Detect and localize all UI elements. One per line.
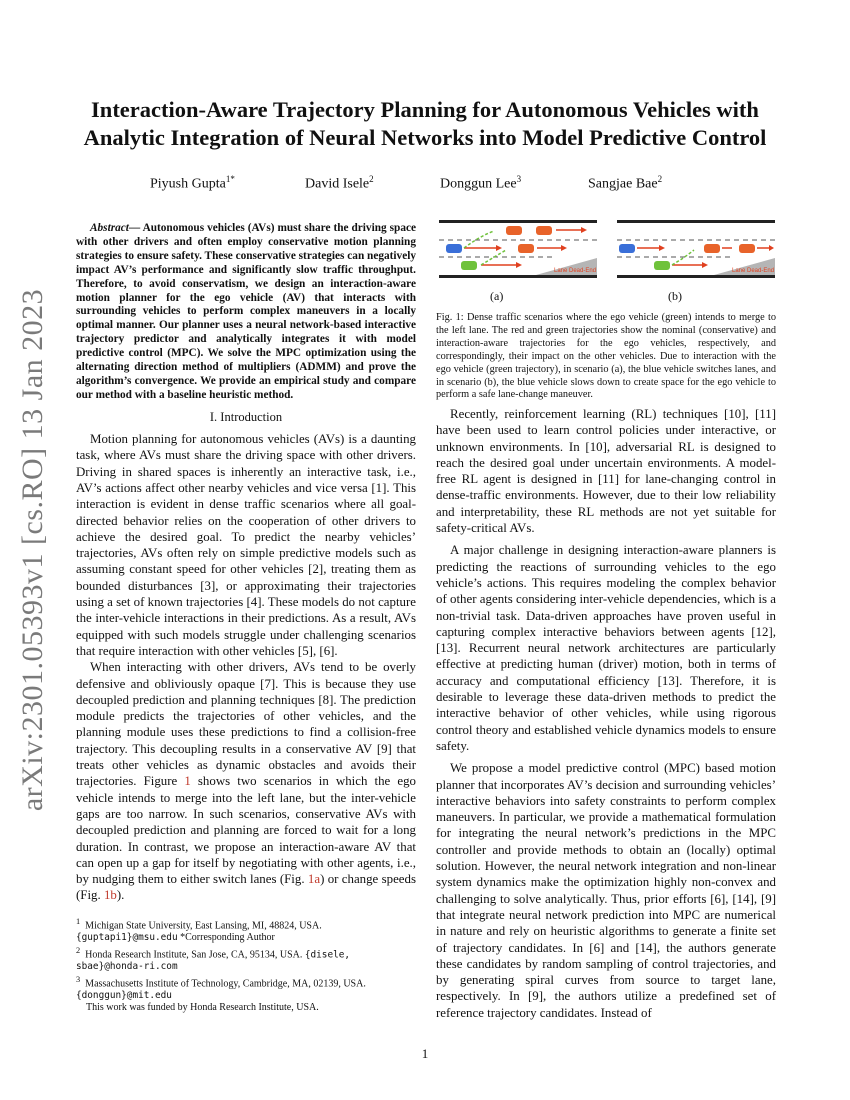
footnote-3: $^3$ Massachusetts Institute of Technology, Cambridge, MA, 02139, USA. {donggun}@mit.edu — [76, 974, 366, 1002]
abstract-text: — Autonomous vehicles (AVs) must share the driving space with other drivers and often employ conservative motion planning strategies to ensure safety. These conservative strategies can negatively impact AV’s performance and significantly slow traffic throughput. Therefore, to avoid conservatism, we design an interaction-aware motion planner for the ego vehicle (AV) that interacts with surrounding vehicles to perform complex maneuvers in a locally optimal manner. Our planner uses a neural network-based interactive trajectory predictor and analytically integrates it with model predictive control (MPC). We solve the MPC optimization using the alternating direction method of multipliers (ADMM) and prove the algorithm’s convergence. We provide an empirical study and compare our method with a baseline heuristic method. — [76, 222, 416, 401]
title-line-2: Analytic Integration of Neural Networks into Model Predictive Control — [83, 125, 767, 150]
intro-paragraph-2: When interacting with other drivers, AVs tend to be overly defensive and obliviously opaque [7]. This is because they use decoupled prediction and planning techniques [8]. The prediction module predicts the trajectories of other vehicles, and the planning module uses these predictions to find a collision-free trajectory. This decoupling results in a conservative AV [9] that treats other vehicles as dynamic obstacles and avoids their trajectories. Figure 1 shows two scenarios in which the ego vehicle intends to merge into the left lane, but the inter-vehicle gaps are too narrow. In such scenarios, conservative AVs with decoupled prediction and planning are forced to wait for a long duration. In contrast, we propose an interaction-aware AV that can open up a gap for itself by negotiating with other agents, i.e., by nudging them to either switch lanes (Fig. 1a) or change speeds (Fig. 1b). — [76, 660, 416, 903]
figure-1-caption — [436, 312, 776, 402]
abstract-label: Abstract — [90, 222, 129, 234]
right-paragraph-3: We propose a model predictive control (MPC) based motion planner that incorporates AV’s decision and surrounding vehicles’ interactive behaviors into safety constraints to perform complex maneuvers. In particular, we provide a mathematical formulation for integrating the neural network’s predictions in the MPC controller and provide methods to obtain an (locally) optimal solution. However, the neural network integration and non-linear system dynamics make the optimization highly non-convex and challenging to solve analytically. Thus, prior efforts [6], [14], [9] that integrate neural network prediction into MPC are numerical in nature and rely on heuristic algorithms to generate a finite set of trajectory candidates. In [6] and [14], the authors generate these candidates by random sampling of control trajectories, and by generating spiral curves from source to target lane, respectively. In [9], the authors utilize a predefined set of reference trajectory candidates. Instead of — [436, 761, 776, 1020]
right-paragraph-2: A major challenge in designing interaction-aware planners is predicting the reactions of surrounding vehicles to the ego vehicle’s actions. This requires modeling the complex behavior of other agents considering inter-vehicle dependencies, which is a non-trivial task. Data-driven approaches have proven useful in capturing complex interactive behaviors between agents [12], [13]. Recurrent neural network architectures are particularly effective at predicting human (driver) motion, both in terms of accuracy and computational efficiency [13]. Therefore, it is desirable to leverage these data-driven methods to predict the interactive behavior of other vehicles, while using rigorous control theory and established vehicle dynamics models to ensure safety. — [436, 543, 776, 753]
footnotes — [76, 916, 416, 1015]
intro-paragraph-1: Motion planning for autonomous vehicles (AVs) is a daunting task, where AVs must share the driving space with other drivers. Driving in shared spaces is inherently an interactive task, i.e., AV’s actions affect other nearby vehicles and vice versa [1]. This interaction is evident in dense traffic scenarios where all goal-directed behavior relies on the cooperation of other drivers to achieve the desired goal. To predict the nearby vehicles’ trajectories, AVs often rely on simple predictive models such as assuming constant speed for other vehicles [2], treating them as bounded disturbances [3], or approximating their trajectories using a set of known trajectories [4]. These models do not capture the inter-vehicle interactions in their predictions. As a result, AVs equipped with such models struggle under challenging scenarios that require interaction with other vehicles [5], [6]. — [76, 432, 416, 658]
right-paragraph-1: Recently, reinforcement learning (RL) techniques [10], [11] have been used to learn control policies under interactive, or unknown environments. In [10], adversarial RL is designed to reach the desired goal under uncertain environments. A model-free RL agent is designed in [11] for lane-changing control in dense-traffic environments. However, due to their low reliability and interpretability, these RL methods are not yet suitable for safety-critical AVs. — [436, 407, 776, 536]
title-line-1: Interaction-Aware Trajectory Planning for Autonomous Vehicles with — [91, 97, 759, 122]
lane-dead-end-label-b: Lane Dead-End — [732, 268, 775, 274]
figure-1b-link[interactable]: 1b — [103, 888, 117, 903]
figure-1-scenes — [436, 218, 776, 298]
email-mit[interactable]: {donggun}@mit.edu — [76, 990, 172, 1002]
scene-a — [439, 220, 597, 278]
abstract — [76, 222, 416, 403]
subfigure-a-label: (a) — [490, 289, 504, 303]
blue-car-icon — [619, 244, 635, 253]
figure-1 — [436, 218, 776, 401]
paper-title — [70, 96, 780, 152]
author-3: Donggun Lee$^3$ — [440, 174, 522, 192]
email-msu[interactable]: {guptapi1}@msu.edu — [76, 932, 178, 944]
figure-1a-link[interactable]: 1a — [307, 872, 321, 887]
author-2: David Isele$^2$ — [305, 174, 374, 192]
red-car-icon — [506, 226, 522, 235]
red-car-icon — [518, 244, 534, 253]
caption-label: Fig. 1: — [436, 312, 464, 323]
funding-note: This work was funded by Honda Research Institute, USA. — [86, 1002, 319, 1014]
subfigure-b-label: (b) — [668, 289, 682, 303]
left-column — [76, 222, 416, 1015]
scene-b — [617, 220, 775, 278]
red-car-icon — [536, 226, 552, 235]
right-column — [436, 406, 776, 1021]
arxiv-stamp — [6, 288, 60, 812]
footnote-1: $^1$ Michigan State University, East Lansing, MI, 48824, USA. {guptapi1}@msu.edu *Corresponding Author — [76, 916, 322, 944]
lane-dead-end-label-a: Lane Dead-End — [554, 268, 597, 274]
email-honda[interactable]: sbae}@honda-ri.com — [76, 961, 178, 973]
footnote-2: $^2$ Honda Research Institute, San Jose, CA, 95134, USA. {disele, sbae}@honda-ri.com — [76, 945, 351, 973]
caption-text: Dense traffic scenarios where the ego vehicle (green) intends to merge to the left lane. The red and green trajectories show the nominal (conservative) and interaction-aware trajectories for the ego vehicles, respectively, and correspondingly, their impact on the other vehicles. Due to interaction with the ego vehicle (green trajectory), in scenario (a), the blue vehicle switches lanes, and in scenario (b), the blue vehicle slows down to create space for the ego vehicle to perform a safe lane-change maneuver. — [436, 312, 776, 401]
red-car-icon — [704, 244, 720, 253]
author-4: Sangjae Bae$^2$ — [588, 174, 663, 192]
figure-1-link[interactable]: 1 — [184, 774, 191, 789]
ego-car-icon — [654, 261, 670, 270]
ego-car-icon — [461, 261, 477, 270]
blue-car-icon — [446, 244, 462, 253]
author-1: Piyush Gupta$^{1*}$ — [150, 174, 235, 192]
page-number: 1 — [421, 1046, 429, 1061]
red-car-icon — [739, 244, 755, 253]
section-heading-introduction: I. Introduction — [209, 409, 283, 424]
arxiv-stamp-text: arXiv:2301.05393v1 [cs.RO] 13 Jan 2023 — [16, 288, 49, 812]
